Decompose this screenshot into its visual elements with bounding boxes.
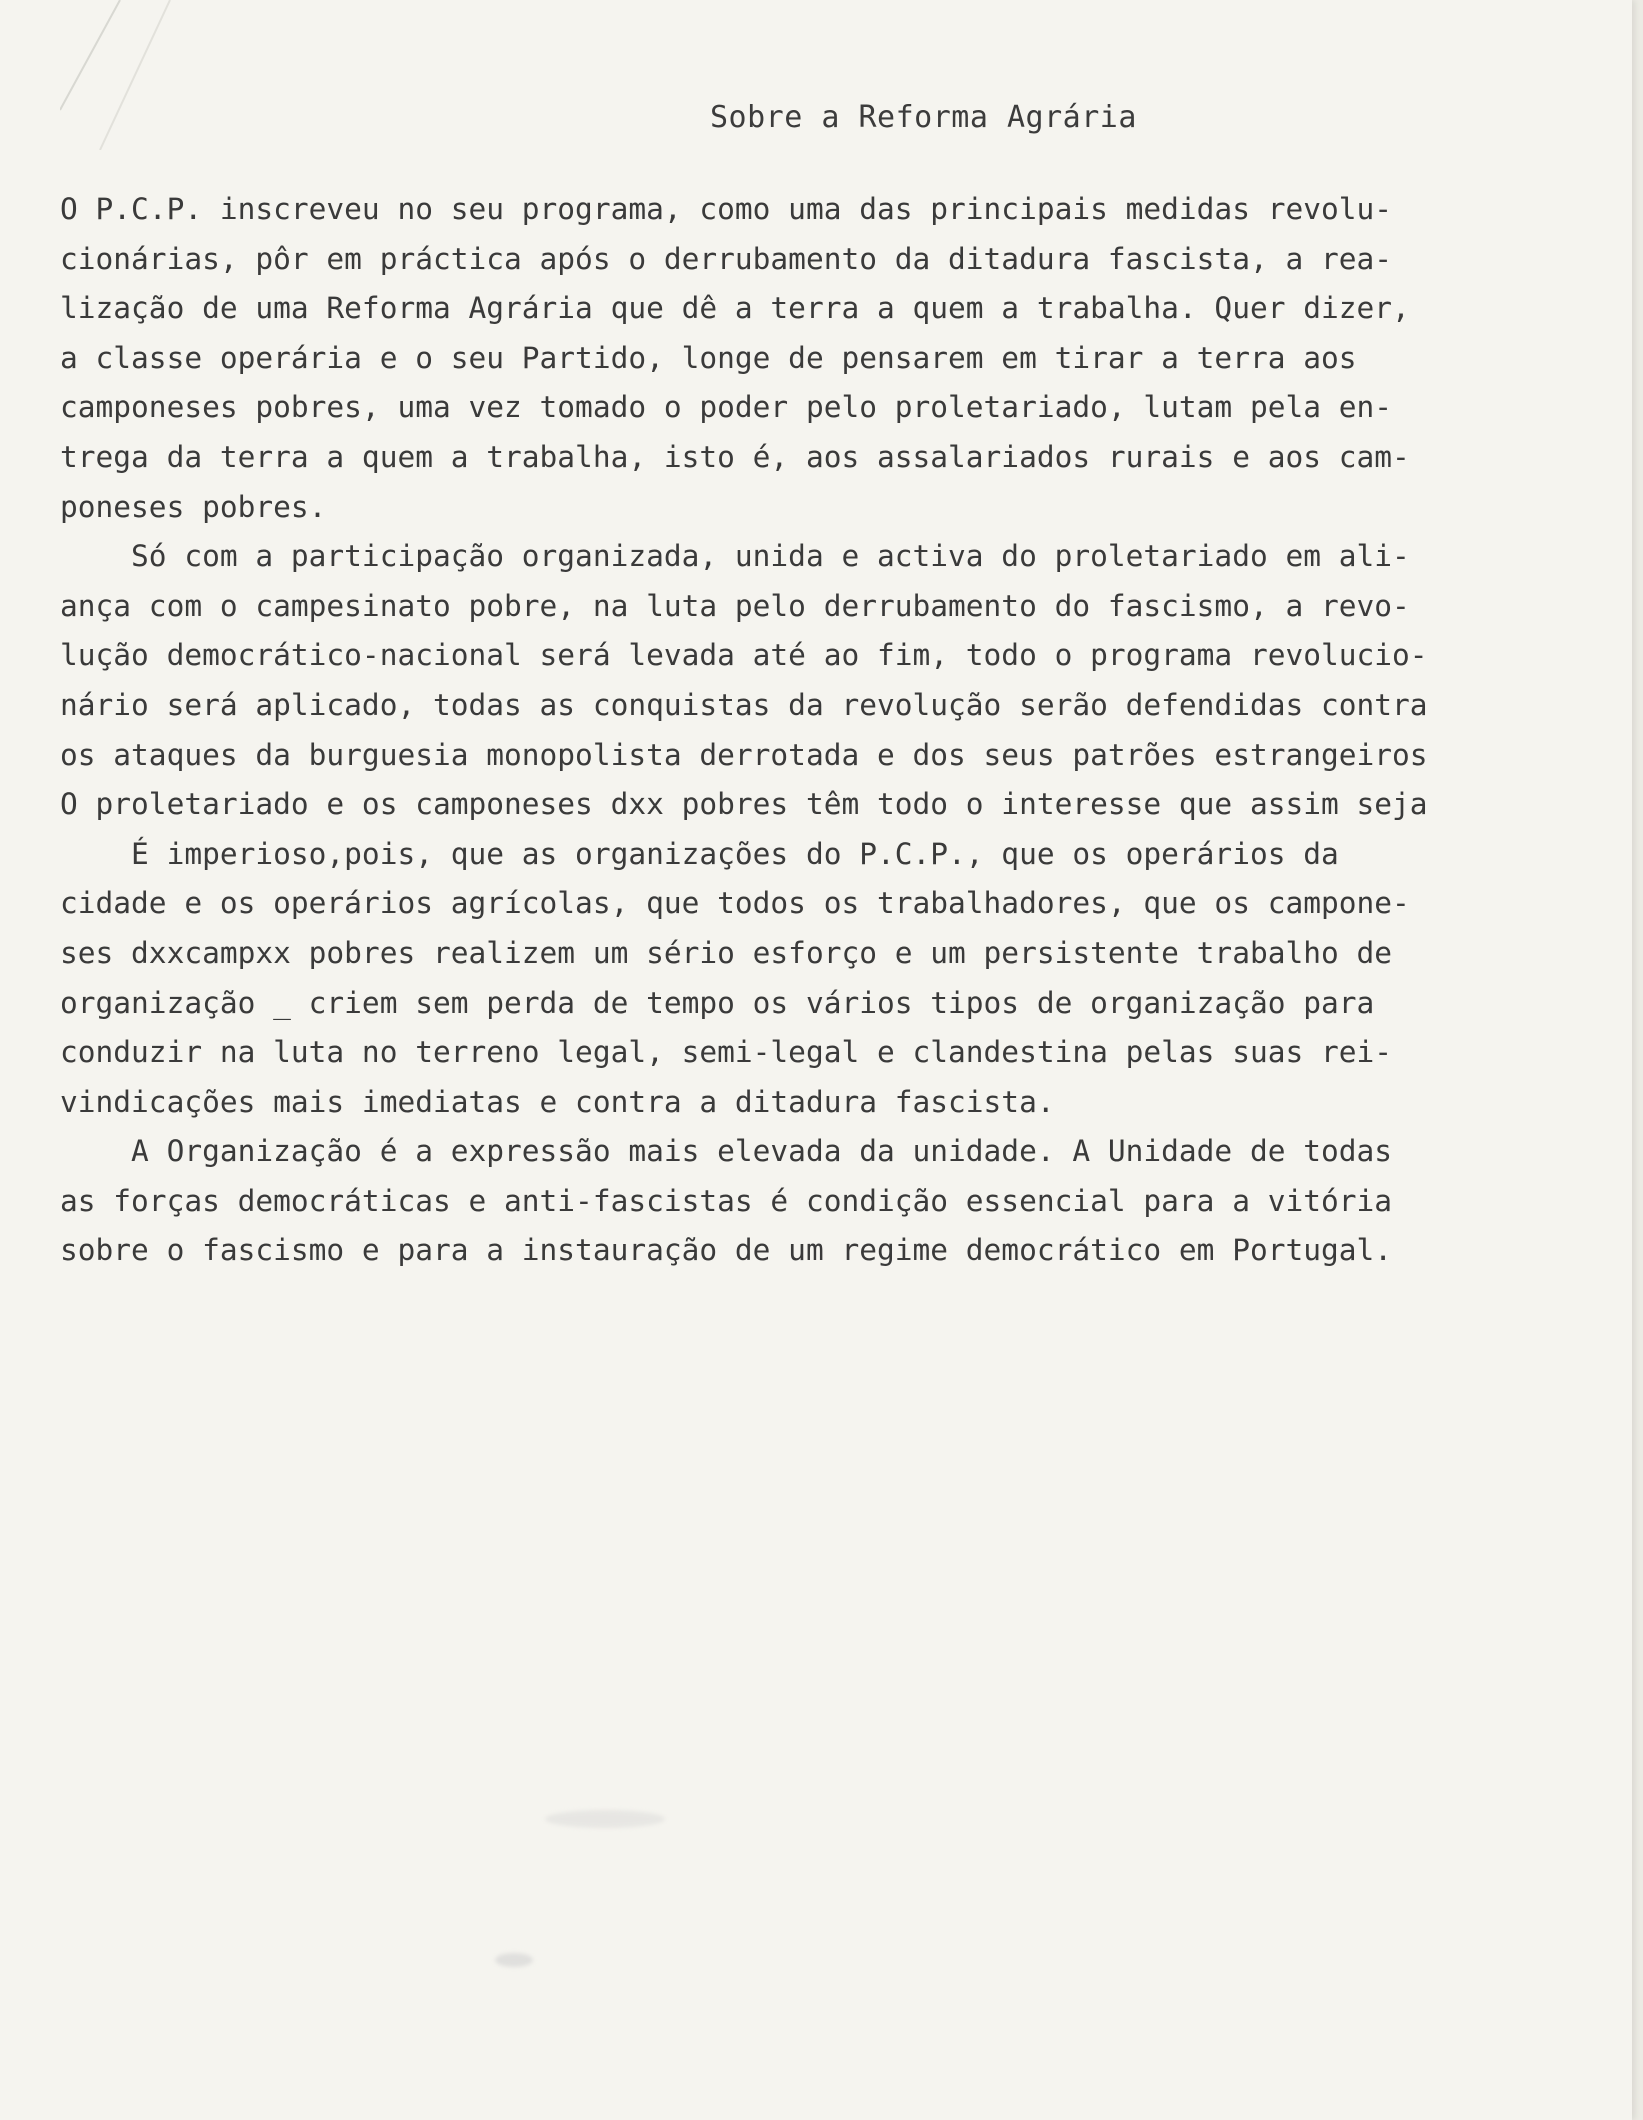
document-body <box>60 185 1640 1276</box>
text-line: as forças democráticas e anti-fascistas é condição essencial para a vitória <box>60 1183 1393 1218</box>
text-line: os ataques da burguesia monopolista derrotada e dos seus patrões estrangeiros <box>60 737 1428 772</box>
text-line: conduzir na luta no terreno legal, semi-legal e clandestina pelas suas rei- <box>60 1035 1393 1070</box>
text-line: ança com o campesinato pobre, na luta pelo derrubamento do fascismo, a revo- <box>60 588 1410 623</box>
text-line: a classe operária e o seu Partido, longe de pensarem em tirar a terra aos <box>60 340 1357 375</box>
document-title: Sobre a Reforma Agrária <box>710 100 1137 135</box>
text-line: trega da terra a quem a trabalha, isto é, aos assalariados rurais e aos cam- <box>60 439 1410 474</box>
text-line: O P.C.P. inscreveu no seu programa, como uma das principais medidas revolu- <box>60 192 1393 226</box>
text-line: camponeses pobres, uma vez tomado o poder pelo proletariado, lutam pela en- <box>60 390 1393 425</box>
text-line: ses dxxcampxx pobres realizem um sério esforço e um persistente trabalho de <box>60 935 1393 970</box>
ink-smudge <box>495 1953 533 1967</box>
text-line: Só com a participação organizada, unida e activa do proletariado em ali- <box>60 539 1410 574</box>
text-line: sobre o fascismo e para a instauração de um regime democrático em Portugal. <box>60 1233 1393 1268</box>
text-line: O proletariado e os camponeses dxx pobres têm todo o interesse que assim seja <box>60 787 1428 822</box>
text-line: lução democrático-nacional será levada até ao fim, todo o programa revolucio- <box>60 638 1428 673</box>
text-line: vindicações mais imediatas e contra a ditadura fascista. <box>60 1084 1055 1119</box>
text-line: cionárias, pôr em práctica após o derrubamento da ditadura fascista, a rea- <box>60 241 1393 276</box>
text-line: cidade e os operários agrícolas, que todos os trabalhadores, que os campone- <box>60 886 1410 921</box>
text-line: poneses pobres. <box>60 489 327 524</box>
page-fold-mark <box>60 0 200 150</box>
text-line: organização _ criem sem perda de tempo os vários tipos de organização para <box>60 985 1375 1020</box>
ink-smudge <box>545 1810 665 1828</box>
text-line: A Organização é a expressão mais elevada da unidade. A Unidade de todas <box>60 1134 1393 1169</box>
text-line: nário será aplicado, todas as conquistas da revolução serão defendidas contra <box>60 687 1428 722</box>
text-line: lização de uma Reforma Agrária que dê a terra a quem a trabalha. Quer dizer, <box>60 291 1410 326</box>
text-line: É imperioso,pois, que as organizações do P.C.P., que os operários da <box>60 836 1339 871</box>
